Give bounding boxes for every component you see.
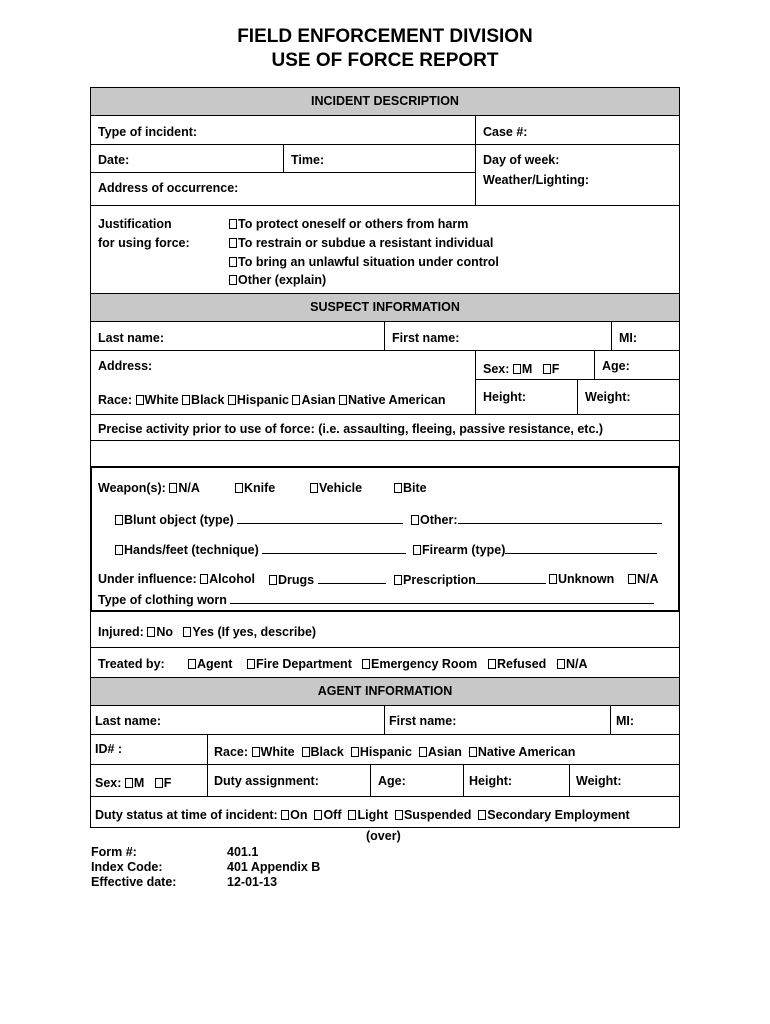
weapon-vehicle: Vehicle	[310, 481, 362, 495]
treated-na: N/A	[557, 657, 588, 671]
checkbox[interactable]	[252, 747, 260, 757]
case-number-label: Case #:	[483, 125, 528, 139]
treated-by-label: Treated by:	[98, 657, 165, 671]
checkbox[interactable]	[419, 747, 427, 757]
hands-feet-line[interactable]	[262, 542, 406, 554]
checkbox[interactable]	[182, 395, 190, 405]
type-of-incident-label: Type of incident:	[98, 125, 198, 139]
checkbox[interactable]	[413, 545, 421, 555]
suspect-height-label: Height:	[483, 390, 527, 404]
suspect-age-label: Age:	[602, 359, 630, 373]
checkbox[interactable]	[314, 810, 322, 820]
checkbox[interactable]	[125, 778, 133, 788]
checkbox[interactable]	[469, 747, 477, 757]
form-number-label: Form #:	[91, 845, 137, 859]
agent-age-label: Age:	[378, 774, 406, 788]
other-weapon-line[interactable]	[458, 512, 662, 524]
checkbox[interactable]	[292, 395, 300, 405]
suspect-address-label: Address:	[98, 359, 153, 373]
day-of-week-label: Day of week:	[483, 153, 560, 167]
checkbox[interactable]	[411, 515, 419, 525]
firearm-line[interactable]	[505, 542, 657, 554]
checkbox[interactable]	[188, 659, 196, 669]
treated-emergency-room: Emergency Room	[362, 657, 477, 671]
checkbox[interactable]	[229, 238, 237, 248]
form-title-line1: FIELD ENFORCEMENT DIVISION	[237, 26, 533, 47]
suspect-weight-label: Weight:	[585, 390, 631, 404]
agent-weight-label: Weight:	[576, 774, 622, 788]
checkbox[interactable]	[513, 364, 521, 374]
checkbox[interactable]	[348, 810, 356, 820]
suspect-band: SUSPECT INFORMATION	[91, 294, 679, 321]
checkbox[interactable]	[235, 483, 243, 493]
form-number-value: 401.1	[227, 845, 259, 859]
clothing-line[interactable]	[230, 592, 654, 604]
agent-first-name-label: First name:	[389, 714, 457, 728]
checkbox[interactable]	[628, 574, 636, 584]
injured: Injured: No Yes (If yes, describe)	[98, 625, 317, 639]
prescription-line[interactable]	[476, 572, 546, 584]
weapon-firearm: Firearm (type)	[413, 542, 657, 557]
checkbox[interactable]	[394, 483, 402, 493]
weapons-label: Weapon(s): N/A	[98, 481, 200, 495]
agent-mi-label: MI:	[616, 714, 635, 728]
treated-refused: Refused	[488, 657, 546, 671]
duty-assignment-label: Duty assignment:	[214, 774, 319, 788]
influence-drugs: Drugs	[269, 572, 386, 587]
weapon-bite: Bite	[394, 481, 427, 495]
agent-height-label: Height:	[469, 774, 513, 788]
type-of-clothing: Type of clothing worn	[98, 592, 654, 607]
justification-label-line2: for using force:	[98, 236, 190, 250]
index-code-value: 401 Appendix B	[227, 860, 321, 874]
incident-band: INCIDENT DESCRIPTION	[91, 88, 679, 115]
weapon-blunt-object: Blunt object (type)	[115, 512, 403, 527]
suspect-last-name-label: Last name:	[98, 331, 164, 345]
checkbox[interactable]	[115, 545, 123, 555]
date-label: Date:	[98, 153, 130, 167]
treated-fire-department: Fire Department	[247, 657, 352, 671]
treated-agent: Agent	[188, 657, 232, 671]
index-code-label: Index Code:	[91, 860, 163, 874]
checkbox[interactable]	[394, 575, 402, 585]
checkbox[interactable]	[183, 627, 191, 637]
form-frame	[90, 87, 680, 828]
form-title-line2: USE OF FORCE REPORT	[271, 50, 499, 71]
checkbox[interactable]	[229, 275, 237, 285]
checkbox[interactable]	[557, 659, 565, 669]
influence-unknown: Unknown	[549, 572, 614, 586]
duty-status: Duty status at time of incident: On Off Light Suspended Secondary Employment	[95, 808, 630, 822]
checkbox[interactable]	[228, 395, 236, 405]
checkbox[interactable]	[229, 219, 237, 229]
checkbox[interactable]	[362, 659, 370, 669]
agent-sex: Sex: M F	[95, 776, 172, 790]
agent-race: Race: White Black Hispanic Asian Native American	[214, 745, 576, 759]
checkbox[interactable]	[351, 747, 359, 757]
checkbox[interactable]	[169, 483, 177, 493]
weapon-knife: Knife	[235, 481, 275, 495]
justification-option: Other (explain)	[229, 273, 326, 287]
time-label: Time:	[291, 153, 325, 167]
under-influence: Under influence: Alcohol	[98, 572, 255, 586]
drugs-line[interactable]	[318, 572, 386, 584]
influence-na: N/A	[628, 572, 659, 586]
checkbox[interactable]	[549, 574, 557, 584]
address-of-occurrence-label: Address of occurrence:	[98, 181, 239, 195]
suspect-mi-label: MI:	[619, 331, 638, 345]
suspect-first-name-label: First name:	[392, 331, 460, 345]
weapon-other: Other:	[411, 512, 662, 527]
agent-last-name-label: Last name:	[95, 714, 161, 728]
checkbox[interactable]	[488, 659, 496, 669]
checkbox[interactable]	[302, 747, 310, 757]
checkbox[interactable]	[247, 659, 255, 669]
checkbox[interactable]	[310, 483, 318, 493]
over-note: (over)	[366, 829, 401, 843]
checkbox[interactable]	[200, 574, 208, 584]
influence-prescription: Prescription	[394, 572, 546, 587]
suspect-race: Race: White Black Hispanic Asian Native American	[98, 393, 446, 407]
suspect-sex: Sex: M F	[483, 362, 560, 376]
checkbox[interactable]	[269, 575, 277, 585]
justification-option: To restrain or subdue a resistant individual	[229, 236, 493, 250]
checkbox[interactable]	[229, 257, 237, 267]
effective-date-label: Effective date:	[91, 875, 177, 889]
checkbox[interactable]	[136, 395, 144, 405]
agent-band: AGENT INFORMATION	[91, 678, 679, 705]
weather-lighting-label: Weather/Lighting:	[483, 173, 590, 187]
justification-option: To bring an unlawful situation under control	[229, 255, 499, 269]
blunt-object-line[interactable]	[237, 512, 403, 524]
checkbox[interactable]	[147, 627, 155, 637]
checkbox[interactable]	[115, 515, 123, 525]
checkbox[interactable]	[543, 364, 551, 374]
justification-label-line1: Justification	[98, 217, 172, 231]
checkbox[interactable]	[155, 778, 163, 788]
checkbox[interactable]	[478, 810, 486, 820]
effective-date-value: 12-01-13	[227, 875, 278, 889]
precise-activity-label: Precise activity prior to use of force: (i.e. assaulting, fleeing, passive resistance, etc.)	[98, 422, 604, 436]
agent-id-label: ID# :	[95, 742, 123, 756]
checkbox[interactable]	[395, 810, 403, 820]
justification-option: To protect oneself or others from harm	[229, 217, 468, 231]
weapon-hands-feet: Hands/feet (technique)	[115, 542, 406, 557]
checkbox[interactable]	[281, 810, 289, 820]
checkbox[interactable]	[339, 395, 347, 405]
